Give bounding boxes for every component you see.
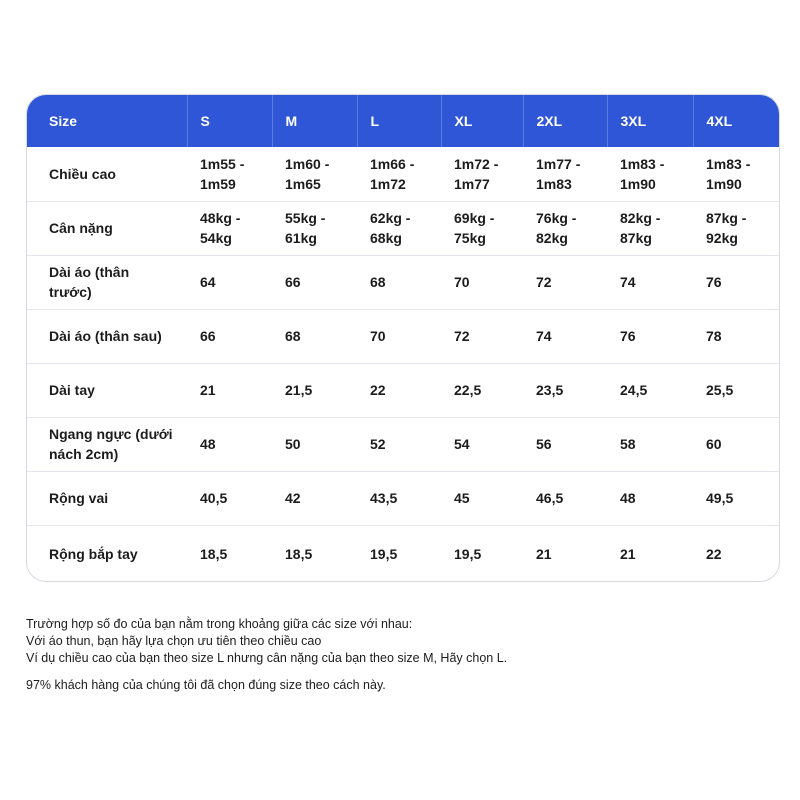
table-cell: 74	[523, 309, 607, 363]
header-cell-l: L	[357, 95, 441, 147]
header-cell-4xl: 4XL	[706, 113, 733, 129]
table-row	[27, 309, 779, 363]
table-cell: 21	[187, 363, 272, 417]
table-cell: 68	[357, 255, 441, 309]
table-cell: 23,5	[523, 363, 607, 417]
table-cell: 52	[357, 417, 441, 471]
table-cell: 21	[523, 525, 607, 582]
row-label: Dài áo (thân trước)	[27, 255, 187, 309]
table-row	[27, 147, 779, 201]
note-line: Với áo thun, bạn hãy lựa chọn ưu tiên theo chiều cao	[26, 634, 322, 648]
table-cell: 72	[441, 309, 523, 363]
header-cell-size: Size	[27, 95, 187, 147]
row-label: Dài tay	[27, 363, 187, 417]
table-cell: 19,5	[441, 525, 523, 582]
size-guide-notes	[26, 616, 766, 694]
table-cell: 66	[272, 255, 357, 309]
table-cell: 1m60 - 1m65	[285, 155, 330, 192]
note-line: Ví dụ chiều cao của bạn theo size L nhưng cân nặng của bạn theo size M, Hãy chọn L.	[26, 651, 508, 665]
table-cell: 21,5	[272, 363, 357, 417]
header-cell-2xl: 2XL	[523, 95, 607, 147]
table-cell: 82kg - 87kg	[607, 201, 693, 255]
header-cell-m: M	[272, 95, 357, 147]
table-cell: 1m55 - 1m59	[200, 155, 245, 192]
table-cell: 18,5	[187, 525, 272, 582]
table-cell: 22	[693, 525, 779, 582]
table-row	[27, 471, 779, 525]
table-cell: 74	[607, 255, 693, 309]
size-chart-body	[27, 147, 779, 582]
table-cell: 1m77 - 1m83	[536, 155, 581, 192]
row-label: Rộng bắp tay	[27, 525, 187, 582]
table-cell: 58	[607, 417, 693, 471]
table-cell: 55kg - 61kg	[272, 201, 357, 255]
table-cell: 46,5	[523, 471, 607, 525]
table-cell: 50	[272, 417, 357, 471]
table-cell: 25,5	[693, 363, 779, 417]
table-cell: 43,5	[357, 471, 441, 525]
table-cell: 40,5	[187, 471, 272, 525]
table-cell: 24,5	[607, 363, 693, 417]
table-cell: 60	[693, 417, 779, 471]
table-cell: 76kg - 82kg	[523, 201, 607, 255]
table-cell: 70	[357, 309, 441, 363]
table-cell: 48	[187, 417, 272, 471]
table-cell: 66	[187, 309, 272, 363]
row-label: Dài áo (thân sau)	[27, 309, 187, 363]
table-cell: 62kg - 68kg	[357, 201, 441, 255]
table-cell: 70	[441, 255, 523, 309]
table-cell: 19,5	[357, 525, 441, 582]
table-cell: 18,5	[272, 525, 357, 582]
table-cell: 1m83 - 1m90	[706, 155, 751, 192]
table-cell: 49,5	[693, 471, 779, 525]
table-cell: 72	[523, 255, 607, 309]
table-row	[27, 255, 779, 309]
table-row	[27, 363, 779, 417]
row-label: Chiều cao	[49, 165, 116, 182]
customer-stat-note: 97% khách hàng của chúng tôi đã chọn đúng size theo cách này.	[26, 678, 386, 692]
size-chart-table	[27, 95, 779, 582]
table-cell: 56	[523, 417, 607, 471]
header-cell-xl: XL	[441, 95, 523, 147]
row-label: Rộng vai	[27, 471, 187, 525]
table-cell: 42	[272, 471, 357, 525]
table-row	[27, 201, 779, 255]
table-cell: 68	[272, 309, 357, 363]
table-cell: 1m83 - 1m90	[620, 155, 665, 192]
table-cell: 64	[187, 255, 272, 309]
table-cell: 76	[607, 309, 693, 363]
table-cell: 1m66 - 1m72	[370, 155, 415, 192]
table-cell: 48	[607, 471, 693, 525]
table-cell: 87kg - 92kg	[693, 201, 779, 255]
header-row	[27, 95, 779, 147]
note-line: Trường hợp số đo của bạn nằm trong khoảng giữa các size với nhau:	[26, 617, 413, 631]
table-cell: 45	[441, 471, 523, 525]
header-cell-3xl: 3XL	[607, 95, 693, 147]
table-row	[27, 417, 779, 471]
table-cell: 22,5	[441, 363, 523, 417]
table-cell: 54	[441, 417, 523, 471]
row-label: Ngang ngực (dưới nách 2cm)	[27, 417, 187, 471]
size-chart-header	[27, 95, 779, 147]
table-cell: 1m72 - 1m77	[454, 155, 499, 192]
table-row	[27, 525, 779, 582]
header-cell-s: S	[187, 95, 272, 147]
size-chart-card	[26, 94, 780, 582]
table-cell: 22	[357, 363, 441, 417]
table-cell: 69kg - 75kg	[441, 201, 523, 255]
table-cell: 78	[693, 309, 779, 363]
row-label: Cân nặng	[27, 201, 187, 255]
table-cell: 48kg - 54kg	[187, 201, 272, 255]
table-cell: 21	[607, 525, 693, 582]
table-cell: 76	[693, 255, 779, 309]
